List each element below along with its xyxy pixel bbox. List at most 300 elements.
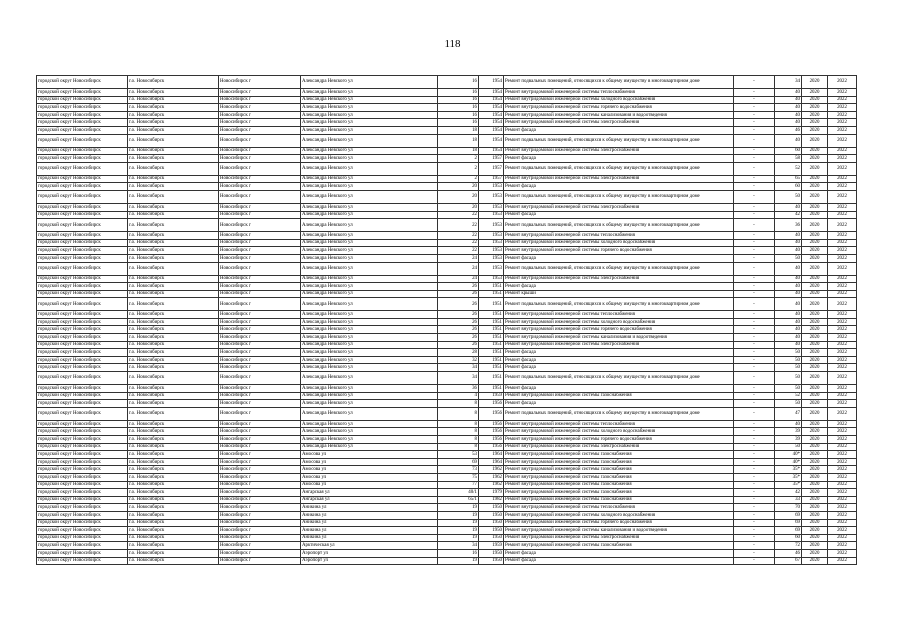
value-cell: 40: [775, 334, 802, 342]
table-row: [37, 239, 857, 247]
start-year-cell: 2020: [802, 534, 828, 542]
start-year-cell: 2020: [802, 232, 828, 240]
start-year-cell: 2020: [802, 436, 828, 444]
district-cell: городской округ Новосибирск: [37, 76, 128, 89]
end-year-cell: 2022: [828, 392, 857, 400]
work-type-cell: Ремонт подвальных помещений, относящихся к общему имуществу в многоквартирном доме: [504, 134, 734, 147]
note-cell: -: [734, 183, 775, 191]
house-cell: 26: [438, 318, 479, 326]
street-cell: Амосова ул: [301, 473, 438, 481]
street-cell: Александра Невского ул: [301, 341, 438, 349]
year-cell: 1951: [479, 349, 504, 357]
year-cell: 1964: [479, 458, 504, 466]
year-cell: 1979: [479, 489, 504, 497]
end-year-cell: 2022: [828, 356, 857, 364]
district-cell: городской округ Новосибирск: [37, 162, 128, 175]
locality-cell: Новосибирск г: [219, 496, 301, 504]
year-cell: 1956: [479, 400, 504, 408]
locality-cell: Новосибирск г: [219, 239, 301, 247]
street-cell: Александра Невского ул: [301, 203, 438, 211]
end-year-cell: 2022: [828, 111, 857, 119]
start-year-cell: 2020: [802, 96, 828, 104]
value-cell: 72: [775, 542, 802, 550]
value-cell: 40: [775, 104, 802, 112]
table-row: [37, 549, 857, 557]
municipality-cell: г.о. Новосибирск: [128, 175, 219, 183]
start-year-cell: 2020: [802, 392, 828, 400]
municipality-cell: г.о. Новосибирск: [128, 155, 219, 163]
year-cell: 1956: [479, 436, 504, 444]
value-cell: 50: [775, 364, 802, 372]
note-cell: -: [734, 436, 775, 444]
district-cell: городской округ Новосибирск: [37, 458, 128, 466]
note-cell: -: [734, 326, 775, 334]
house-cell: 20: [438, 190, 479, 203]
table-row: [37, 420, 857, 428]
work-type-cell: Ремонт внутридомовой инженерной системы горячего водоснабжения: [504, 436, 734, 444]
note-cell: -: [734, 356, 775, 364]
table-row: [37, 175, 857, 183]
value-cell: 67: [775, 557, 802, 565]
house-cell: 4: [438, 392, 479, 400]
year-cell: 1950: [479, 504, 504, 512]
year-cell: 1953: [479, 262, 504, 275]
district-cell: городской округ Новосибирск: [37, 341, 128, 349]
locality-cell: Новосибирск г: [219, 519, 301, 527]
value-cell: 40: [775, 275, 802, 283]
street-cell: Александра Невского ул: [301, 311, 438, 319]
work-type-cell: Ремонт фасада: [504, 385, 734, 393]
year-cell: 1956: [479, 420, 504, 428]
note-cell: -: [734, 496, 775, 504]
start-year-cell: 2020: [802, 385, 828, 393]
municipality-cell: г.о. Новосибирск: [128, 481, 219, 489]
district-cell: городской округ Новосибирск: [37, 504, 128, 512]
street-cell: Александра Невского ул: [301, 443, 438, 451]
value-cell: 60: [775, 147, 802, 155]
start-year-cell: 2020: [802, 262, 828, 275]
note-cell: -: [734, 89, 775, 97]
start-year-cell: 2020: [802, 372, 828, 385]
table-row: [37, 356, 857, 364]
district-cell: городской округ Новосибирск: [37, 557, 128, 565]
work-type-cell: Ремонт подвальных помещений, относящихся к общему имуществу в многоквартирном доме: [504, 298, 734, 311]
end-year-cell: 2022: [828, 496, 857, 504]
end-year-cell: 2022: [828, 527, 857, 535]
work-type-cell: Ремонт фасада: [504, 356, 734, 364]
end-year-cell: 2022: [828, 504, 857, 512]
work-type-cell: Ремонт внутридомовой инженерной системы горячего водоснабжения: [504, 326, 734, 334]
note-cell: -: [734, 481, 775, 489]
district-cell: городской округ Новосибирск: [37, 473, 128, 481]
table-row: [37, 290, 857, 298]
end-year-cell: 2022: [828, 511, 857, 519]
note-cell: -: [734, 126, 775, 134]
street-cell: Александра Невского ул: [301, 326, 438, 334]
street-cell: Александра Невского ул: [301, 111, 438, 119]
locality-cell: Новосибирск г: [219, 407, 301, 420]
street-cell: Аникина ул: [301, 534, 438, 542]
value-cell: 40: [775, 203, 802, 211]
locality-cell: Новосибирск г: [219, 134, 301, 147]
locality-cell: Новосибирск г: [219, 534, 301, 542]
house-cell: 16: [438, 96, 479, 104]
work-type-cell: Ремонт внутридомовой инженерной системы газоснабжения: [504, 489, 734, 497]
value-cell: 35*: [775, 473, 802, 481]
house-cell: 2: [438, 162, 479, 175]
note-cell: -: [734, 557, 775, 565]
table-row: [37, 318, 857, 326]
year-cell: 1950: [479, 534, 504, 542]
house-cell: 26: [438, 298, 479, 311]
house-cell: 8: [438, 443, 479, 451]
district-cell: городской округ Новосибирск: [37, 318, 128, 326]
start-year-cell: 2020: [802, 318, 828, 326]
street-cell: Александра Невского ул: [301, 385, 438, 393]
municipality-cell: г.о. Новосибирск: [128, 341, 219, 349]
end-year-cell: 2022: [828, 326, 857, 334]
table-row: [37, 203, 857, 211]
work-type-cell: Ремонт внутридомовой инженерной системы электроснабжения: [504, 534, 734, 542]
street-cell: Аникина ул: [301, 527, 438, 535]
start-year-cell: 2020: [802, 155, 828, 163]
house-cell: 24: [438, 275, 479, 283]
end-year-cell: 2022: [828, 239, 857, 247]
value-cell: 42: [775, 211, 802, 219]
end-year-cell: 2022: [828, 96, 857, 104]
value-cell: 46: [775, 126, 802, 134]
note-cell: -: [734, 275, 775, 283]
value-cell: 40*: [775, 451, 802, 459]
table-row: [37, 183, 857, 191]
district-cell: городской округ Новосибирск: [37, 364, 128, 372]
note-cell: -: [734, 203, 775, 211]
street-cell: Александра Невского ул: [301, 420, 438, 428]
work-type-cell: Ремонт крыши: [504, 290, 734, 298]
street-cell: Александра Невского ул: [301, 349, 438, 357]
table-row: [37, 557, 857, 565]
house-cell: 8: [438, 400, 479, 408]
year-cell: 1953: [479, 275, 504, 283]
start-year-cell: 2020: [802, 119, 828, 127]
start-year-cell: 2020: [802, 134, 828, 147]
table-row: [37, 232, 857, 240]
locality-cell: Новосибирск г: [219, 219, 301, 232]
value-cell: 36: [775, 219, 802, 232]
locality-cell: Новосибирск г: [219, 119, 301, 127]
municipality-cell: г.о. Новосибирск: [128, 254, 219, 262]
house-cell: 34: [438, 542, 479, 550]
note-cell: -: [734, 76, 775, 89]
end-year-cell: 2022: [828, 519, 857, 527]
value-cell: 33: [775, 496, 802, 504]
end-year-cell: 2022: [828, 126, 857, 134]
work-type-cell: Ремонт внутридомовой инженерной системы электроснабжения: [504, 147, 734, 155]
end-year-cell: 2022: [828, 407, 857, 420]
district-cell: городской округ Новосибирск: [37, 203, 128, 211]
value-cell: 39: [775, 436, 802, 444]
table-row: [37, 298, 857, 311]
table-row: [37, 111, 857, 119]
year-cell: 1982: [479, 496, 504, 504]
municipality-cell: г.о. Новосибирск: [128, 76, 219, 89]
work-type-cell: Ремонт внутридомовой инженерной системы канализования и водоотведения: [504, 334, 734, 342]
district-cell: городской округ Новосибирск: [37, 298, 128, 311]
end-year-cell: 2022: [828, 334, 857, 342]
work-type-cell: Ремонт подвальных помещений, относящихся к общему имуществу в многоквартирном доме: [504, 162, 734, 175]
end-year-cell: 2022: [828, 428, 857, 436]
note-cell: -: [734, 290, 775, 298]
end-year-cell: 2022: [828, 557, 857, 565]
district-cell: городской округ Новосибирск: [37, 326, 128, 334]
house-cell: 19: [438, 527, 479, 535]
municipality-cell: г.о. Новосибирск: [128, 147, 219, 155]
locality-cell: Новосибирск г: [219, 458, 301, 466]
table-row: [37, 155, 857, 163]
locality-cell: Новосибирск г: [219, 466, 301, 474]
year-cell: 1951: [479, 283, 504, 291]
street-cell: Александра Невского ул: [301, 407, 438, 420]
locality-cell: Новосибирск г: [219, 190, 301, 203]
year-cell: 1950: [479, 527, 504, 535]
year-cell: 1954: [479, 119, 504, 127]
table-row: [37, 451, 857, 459]
value-cell: 40: [775, 262, 802, 275]
start-year-cell: 2020: [802, 104, 828, 112]
value-cell: 40: [775, 96, 802, 104]
year-cell: 1953: [479, 190, 504, 203]
street-cell: Александра Невского ул: [301, 428, 438, 436]
work-type-cell: Ремонт подвальных помещений, относящихся к общему имуществу в многоквартирном доме: [504, 190, 734, 203]
street-cell: Александра Невского ул: [301, 334, 438, 342]
street-cell: Александра Невского ул: [301, 147, 438, 155]
municipality-cell: г.о. Новосибирск: [128, 443, 219, 451]
locality-cell: Новосибирск г: [219, 203, 301, 211]
table-row: [37, 443, 857, 451]
end-year-cell: 2022: [828, 162, 857, 175]
house-cell: 2: [438, 155, 479, 163]
value-cell: 58: [775, 155, 802, 163]
work-type-cell: Ремонт фасада: [504, 549, 734, 557]
locality-cell: Новосибирск г: [219, 481, 301, 489]
work-type-cell: Ремонт внутридомовой инженерной системы электроснабжения: [504, 275, 734, 283]
year-cell: 1954: [479, 76, 504, 89]
note-cell: -: [734, 364, 775, 372]
end-year-cell: 2022: [828, 318, 857, 326]
note-cell: -: [734, 155, 775, 163]
work-type-cell: Ремонт внутридомовой инженерной системы канализования и водоотведения: [504, 527, 734, 535]
municipality-cell: г.о. Новосибирск: [128, 326, 219, 334]
table-row: [37, 519, 857, 527]
work-type-cell: Ремонт внутридомовой инженерной системы холодного водоснабжения: [504, 96, 734, 104]
municipality-cell: г.о. Новосибирск: [128, 203, 219, 211]
year-cell: 1950: [479, 519, 504, 527]
start-year-cell: 2020: [802, 211, 828, 219]
work-type-cell: Ремонт фасада: [504, 283, 734, 291]
work-type-cell: Ремонт фасада: [504, 211, 734, 219]
value-cell: 40: [775, 318, 802, 326]
value-cell: 52: [775, 162, 802, 175]
note-cell: -: [734, 247, 775, 255]
start-year-cell: 2020: [802, 496, 828, 504]
year-cell: 1954: [479, 96, 504, 104]
work-type-cell: Ремонт внутридомовой инженерной системы газоснабжения: [504, 466, 734, 474]
locality-cell: Новосибирск г: [219, 247, 301, 255]
end-year-cell: 2022: [828, 134, 857, 147]
table-row: [37, 489, 857, 497]
note-cell: -: [734, 219, 775, 232]
municipality-cell: г.о. Новосибирск: [128, 262, 219, 275]
work-type-cell: Ремонт фасада: [504, 400, 734, 408]
work-type-cell: Ремонт внутридомовой инженерной системы теплоснабжения: [504, 89, 734, 97]
municipality-cell: г.о. Новосибирск: [128, 311, 219, 319]
table-row: [37, 283, 857, 291]
street-cell: Александра Невского ул: [301, 356, 438, 364]
table-row: [37, 392, 857, 400]
district-cell: городской округ Новосибирск: [37, 519, 128, 527]
table-row: [37, 385, 857, 393]
district-cell: городской округ Новосибирск: [37, 175, 128, 183]
note-cell: -: [734, 420, 775, 428]
locality-cell: Новосибирск г: [219, 326, 301, 334]
locality-cell: Новосибирск г: [219, 420, 301, 428]
district-cell: городской округ Новосибирск: [37, 89, 128, 97]
street-cell: Александра Невского ул: [301, 89, 438, 97]
locality-cell: Новосибирск г: [219, 341, 301, 349]
note-cell: -: [734, 211, 775, 219]
municipality-cell: г.о. Новосибирск: [128, 283, 219, 291]
year-cell: 1956: [479, 407, 504, 420]
table-row: [37, 262, 857, 275]
street-cell: Александра Невского ул: [301, 239, 438, 247]
value-cell: 40*: [775, 458, 802, 466]
municipality-cell: г.о. Новосибирск: [128, 473, 219, 481]
work-type-cell: Ремонт внутридомовой инженерной системы холодного водоснабжения: [504, 318, 734, 326]
street-cell: Александра Невского ул: [301, 134, 438, 147]
district-cell: городской округ Новосибирск: [37, 392, 128, 400]
table-row: [37, 341, 857, 349]
work-type-cell: Ремонт внутридомовой инженерной системы холодного водоснабжения: [504, 428, 734, 436]
street-cell: Александра Невского ул: [301, 392, 438, 400]
value-cell: 34: [775, 76, 802, 89]
table-row: [37, 96, 857, 104]
value-cell: 40: [775, 111, 802, 119]
value-cell: 40: [775, 247, 802, 255]
note-cell: -: [734, 511, 775, 519]
locality-cell: Новосибирск г: [219, 527, 301, 535]
district-cell: городской округ Новосибирск: [37, 183, 128, 191]
work-type-cell: Ремонт внутридомовой инженерной системы горячего водоснабжения: [504, 247, 734, 255]
municipality-cell: г.о. Новосибирск: [128, 372, 219, 385]
work-type-cell: Ремонт фасада: [504, 557, 734, 565]
start-year-cell: 2020: [802, 283, 828, 291]
municipality-cell: г.о. Новосибирск: [128, 385, 219, 393]
house-cell: 19: [438, 534, 479, 542]
municipality-cell: г.о. Новосибирск: [128, 119, 219, 127]
start-year-cell: 2020: [802, 247, 828, 255]
end-year-cell: 2022: [828, 175, 857, 183]
work-type-cell: Ремонт внутридомовой инженерной системы газоснабжения: [504, 542, 734, 550]
note-cell: -: [734, 96, 775, 104]
start-year-cell: 2020: [802, 175, 828, 183]
locality-cell: Новосибирск г: [219, 473, 301, 481]
municipality-cell: г.о. Новосибирск: [128, 466, 219, 474]
municipality-cell: г.о. Новосибирск: [128, 247, 219, 255]
start-year-cell: 2020: [802, 473, 828, 481]
district-cell: городской округ Новосибирск: [37, 275, 128, 283]
value-cell: 40: [775, 239, 802, 247]
end-year-cell: 2022: [828, 76, 857, 89]
district-cell: городской округ Новосибирск: [37, 372, 128, 385]
end-year-cell: 2022: [828, 400, 857, 408]
table-row: [37, 247, 857, 255]
table-row: [37, 119, 857, 127]
end-year-cell: 2022: [828, 372, 857, 385]
locality-cell: Новосибирск г: [219, 262, 301, 275]
district-cell: городской округ Новосибирск: [37, 428, 128, 436]
end-year-cell: 2022: [828, 290, 857, 298]
note-cell: -: [734, 162, 775, 175]
start-year-cell: 2020: [802, 147, 828, 155]
start-year-cell: 2020: [802, 219, 828, 232]
locality-cell: Новосибирск г: [219, 392, 301, 400]
municipality-cell: г.о. Новосибирск: [128, 504, 219, 512]
locality-cell: Новосибирск г: [219, 155, 301, 163]
start-year-cell: 2020: [802, 557, 828, 565]
locality-cell: Новосибирск г: [219, 443, 301, 451]
value-cell: 69: [775, 511, 802, 519]
house-cell: 26: [438, 311, 479, 319]
locality-cell: Новосибирск г: [219, 283, 301, 291]
year-cell: 1962: [479, 466, 504, 474]
street-cell: Амосова ул: [301, 451, 438, 459]
start-year-cell: 2020: [802, 549, 828, 557]
note-cell: -: [734, 385, 775, 393]
end-year-cell: 2022: [828, 364, 857, 372]
end-year-cell: 2022: [828, 232, 857, 240]
end-year-cell: 2022: [828, 147, 857, 155]
street-cell: Аникина ул: [301, 504, 438, 512]
note-cell: -: [734, 527, 775, 535]
house-cell: 16: [438, 76, 479, 89]
house-cell: 77: [438, 481, 479, 489]
district-cell: городской округ Новосибирск: [37, 119, 128, 127]
work-type-cell: Ремонт внутридомовой инженерной системы электроснабжения: [504, 443, 734, 451]
end-year-cell: 2022: [828, 247, 857, 255]
street-cell: Амосова ул: [301, 481, 438, 489]
year-cell: 1951: [479, 364, 504, 372]
note-cell: -: [734, 349, 775, 357]
value-cell: 40: [775, 119, 802, 127]
year-cell: 1951: [479, 311, 504, 319]
end-year-cell: 2022: [828, 275, 857, 283]
start-year-cell: 2020: [802, 89, 828, 97]
locality-cell: Новосибирск г: [219, 96, 301, 104]
district-cell: городской округ Новосибирск: [37, 481, 128, 489]
locality-cell: Новосибирск г: [219, 400, 301, 408]
year-cell: 1951: [479, 385, 504, 393]
year-cell: 1954: [479, 126, 504, 134]
start-year-cell: 2020: [802, 443, 828, 451]
locality-cell: Новосибирск г: [219, 89, 301, 97]
year-cell: 1953: [479, 254, 504, 262]
work-type-cell: Ремонт фасада: [504, 364, 734, 372]
end-year-cell: 2022: [828, 420, 857, 428]
year-cell: 1953: [479, 183, 504, 191]
work-type-cell: Ремонт подвальных помещений, относящихся к общему имуществу в многоквартирном доме: [504, 76, 734, 89]
house-cell: 34: [438, 364, 479, 372]
work-type-cell: Ремонт внутридомовой инженерной системы газоснабжения: [504, 451, 734, 459]
